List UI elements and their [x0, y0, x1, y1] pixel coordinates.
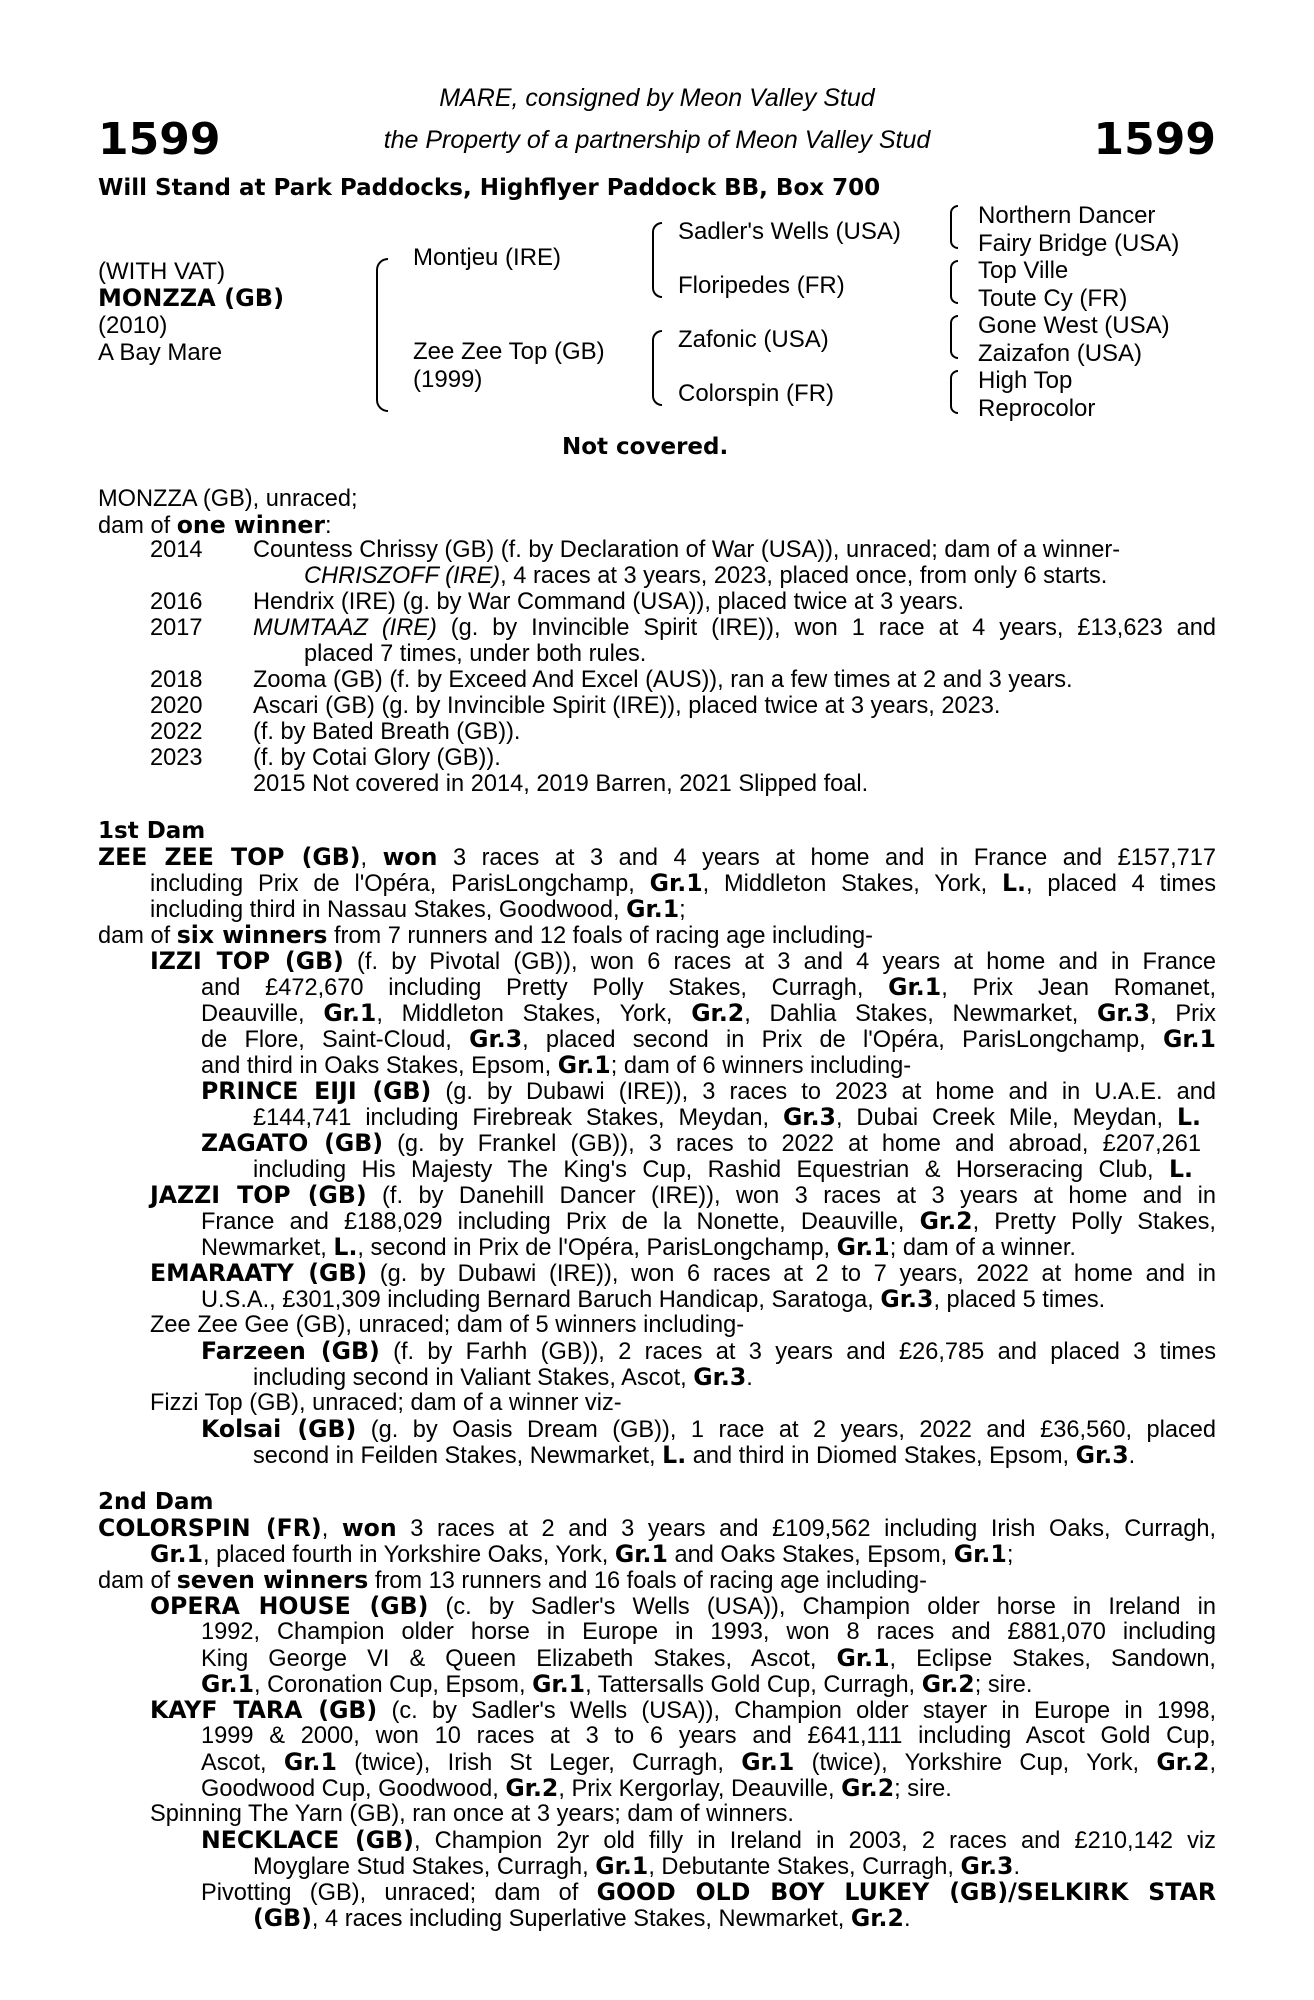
second-dam-heading: 2nd Dam: [98, 1489, 214, 1515]
second-dam-line: COLORSPIN (FR), won 3 races at 2 and 3 years and £109,562 including Irish Oaks, Curragh,: [98, 1514, 1216, 1542]
progeny-entry: Gr.1, Coronation Cup, Epsom, Gr.1, Tattersalls Gold Cup, Curragh, Gr.2; sire.: [201, 1670, 1033, 1698]
produce-2014-cont: CHRISZOFF (IRE), 4 races at 3 years, 2023, placed once, from only 6 starts.: [304, 563, 1108, 589]
progeny-entry: Deauville, Gr.1, Middleton Stakes, York, Gr.2, Dahlia Stakes, Newmarket, Gr.3, Prix: [201, 999, 1216, 1027]
progeny-entry: Ascot, Gr.1 (twice), Irish St Leger, Curragh, Gr.1 (twice), Yorkshire Cup, York, Gr.2,: [201, 1748, 1216, 1776]
horse-year: (2010): [98, 312, 168, 339]
dam-sire: Zafonic (USA): [678, 326, 829, 353]
progeny-entry: (GB), 4 races including Superlative Stakes, Newmarket, Gr.2.: [253, 1904, 911, 1932]
sire-sire: Sadler's Wells (USA): [678, 218, 901, 245]
brace-g3-4: [950, 370, 958, 414]
progeny-entry: £144,741 including Firebreak Stakes, Meydan, Gr.3, Dubai Creek Mile, Meydan, L.: [253, 1103, 1201, 1131]
brace-g3-1: [950, 205, 958, 249]
dam-dam: Colorspin (FR): [678, 380, 835, 407]
brace-gen1: [376, 258, 388, 412]
brace-g3-2: [950, 260, 958, 304]
progeny-entry: Zee Zee Gee (GB), unraced; dam of 5 winners including-: [150, 1312, 745, 1338]
first-dam-line: including Prix de l'Opéra, ParisLongchamp, Gr.1, Middleton Stakes, York, L., placed 4 times: [150, 869, 1216, 897]
gg-1: Northern Dancer: [978, 202, 1156, 229]
progeny-entry: U.S.A., £301,309 including Bernard Baruch Handicap, Saratoga, Gr.3, placed 5 times.: [201, 1285, 1106, 1313]
produce-2020: Ascari (GB) (g. by Invincible Spirit (IRE)), placed twice at 3 years, 2023.: [253, 693, 1001, 719]
progeny-entry: IZZI TOP (GB) (f. by Pivotal (GB)), won 6 races at 3 and 4 years at home and in France: [150, 947, 1216, 975]
progeny-entry: including His Majesty The King's Cup, Rashid Equestrian & Horseracing Club, L.: [253, 1155, 1193, 1183]
sire-name: Montjeu (IRE): [413, 244, 562, 271]
produce-2016: Hendrix (IRE) (g. by War Command (USA)), placed twice at 3 years.: [253, 589, 965, 615]
vat-label: (WITH VAT): [98, 258, 226, 285]
not-covered-status: Not covered.: [562, 434, 729, 460]
first-dam-line: dam of six winners from 7 runners and 12 foals of racing age including-: [98, 921, 874, 949]
gg-5: Gone West (USA): [978, 312, 1170, 339]
first-dam-heading: 1st Dam: [98, 818, 206, 844]
progeny-entry: JAZZI TOP (GB) (f. by Danehill Dancer (IRE)), won 3 races at 3 years at home and in: [150, 1181, 1216, 1209]
brace-g3-3: [950, 315, 958, 359]
progeny-entry: KAYF TARA (GB) (c. by Sadler's Wells (USA)), Champion older stayer in Europe in 1998,: [150, 1696, 1216, 1724]
produce-2014: Countess Chrissy (GB) (f. by Declaration of War (USA)), unraced; dam of a winner-: [253, 537, 1121, 563]
progeny-entry: OPERA HOUSE (GB) (c. by Sadler's Wells (USA)), Champion older horse in Ireland in: [150, 1592, 1217, 1620]
produce-year: 2016: [150, 589, 203, 615]
consignor-line: MARE, consigned by Meon Valley Stud: [439, 84, 875, 112]
progeny-entry: Farzeen (GB) (f. by Farhh (GB)), 2 races at 3 years and £26,785 and placed 3 times: [201, 1337, 1217, 1365]
brace-sire: [652, 222, 662, 298]
first-dam-line: including third in Nassau Stakes, Goodwood, Gr.1;: [150, 895, 686, 923]
gg-8: Reprocolor: [978, 395, 1096, 422]
gg-6: Zaizafon (USA): [978, 340, 1143, 367]
produce-year: 2022: [150, 719, 203, 745]
lot-number-left: 1599: [98, 114, 221, 165]
produce-intro: MONZZA (GB), unraced;: [98, 486, 358, 512]
brace-dam: [652, 330, 662, 406]
progeny-entry: ZAGATO (GB) (g. by Frankel (GB)), 3 races to 2022 at home and abroad, £207,261: [201, 1129, 1201, 1157]
produce-2017: MUMTAAZ (IRE) (g. by Invincible Spirit (IRE)), won 1 race at 4 years, £13,623 and: [253, 615, 1216, 641]
progeny-entry: EMARAATY (GB) (g. by Dubawi (IRE)), won 6 races at 2 to 7 years, 2022 at home and in: [150, 1259, 1216, 1287]
progeny-entry: NECKLACE (GB), Champion 2yr old filly in Ireland in 2003, 2 races and £210,142 viz: [201, 1826, 1216, 1854]
dam-name: Zee Zee Top (GB): [413, 338, 605, 365]
second-dam-line: dam of seven winners from 13 runners and 16 foals of racing age including-: [98, 1566, 928, 1594]
progeny-entry: Spinning The Yarn (GB), ran once at 3 years; dam of winners.: [150, 1801, 794, 1827]
sire-dam: Floripedes (FR): [678, 272, 845, 299]
progeny-entry: including second in Valiant Stakes, Ascot, Gr.3.: [253, 1363, 753, 1391]
progeny-entry: Newmarket, L., second in Prix de l'Opéra, ParisLongchamp, Gr.1; dam of a winner.: [201, 1233, 1076, 1261]
gg-3: Top Ville: [978, 257, 1069, 284]
progeny-entry: 1999 & 2000, won 10 races at 3 to 6 years and £641,111 including Ascot Gold Cup,: [201, 1723, 1216, 1749]
progeny-entry: King George VI & Queen Elizabeth Stakes, Ascot, Gr.1, Eclipse Stakes, Sandown,: [201, 1644, 1216, 1672]
produce-2017-cont: placed 7 times, under both rules.: [304, 641, 647, 667]
progeny-entry: Goodwood Cup, Goodwood, Gr.2, Prix Kergorlay, Deauville, Gr.2; sire.: [201, 1774, 952, 1802]
gg-2: Fairy Bridge (USA): [978, 230, 1180, 257]
produce-2018: Zooma (GB) (f. by Exceed And Excel (AUS)), ran a few times at 2 and 3 years.: [253, 667, 1073, 693]
produce-2023: (f. by Cotai Glory (GB)).: [253, 745, 501, 771]
produce-summary: dam of one winner:: [98, 511, 332, 539]
second-dam-line: Gr.1, placed fourth in Yorkshire Oaks, York, Gr.1 and Oaks Stakes, Epsom, Gr.1;: [150, 1540, 1014, 1568]
produce-2022: (f. by Bated Breath (GB)).: [253, 719, 521, 745]
progeny-entry: PRINCE EIJI (GB) (g. by Dubawi (IRE)), 3 races to 2023 at home and in U.A.E. and: [201, 1077, 1217, 1105]
produce-year: 2017: [150, 615, 203, 641]
progeny-entry: and third in Oaks Stakes, Epsom, Gr.1; dam of 6 winners including-: [201, 1051, 912, 1079]
horse-description: A Bay Mare: [98, 339, 223, 366]
lot-number-right: 1599: [1093, 114, 1216, 165]
progeny-entry: Moyglare Stud Stakes, Curragh, Gr.1, Debutante Stakes, Curragh, Gr.3.: [253, 1852, 1021, 1880]
gg-7: High Top: [978, 367, 1073, 394]
dam-year: (1999): [413, 366, 483, 393]
first-dam-line: ZEE ZEE TOP (GB), won 3 races at 3 and 4 years at home and in France and £157,717: [98, 843, 1216, 871]
progeny-entry: de Flore, Saint-Cloud, Gr.3, placed second in Prix de l'Opéra, ParisLongchamp, Gr.1: [201, 1025, 1216, 1053]
produce-note: 2015 Not covered in 2014, 2019 Barren, 2021 Slipped foal.: [253, 771, 869, 797]
progeny-entry: Fizzi Top (GB), unraced; dam of a winner viz-: [150, 1390, 622, 1416]
produce-year: 2023: [150, 745, 203, 771]
progeny-entry: and £472,670 including Pretty Polly Stakes, Curragh, Gr.1, Prix Jean Romanet,: [201, 973, 1216, 1001]
progeny-entry: Kolsai (GB) (g. by Oasis Dream (GB)), 1 race at 2 years, 2022 and £36,560, placed: [201, 1415, 1216, 1443]
produce-year: 2020: [150, 693, 203, 719]
progeny-entry: second in Feilden Stakes, Newmarket, L. and third in Diomed Stakes, Epsom, Gr.3.: [253, 1441, 1136, 1469]
horse-name: MONZZA (GB): [98, 284, 285, 312]
progeny-entry: 1992, Champion older horse in Europe in 1993, won 8 races and £881,070 including: [201, 1619, 1216, 1645]
gg-4: Toute Cy (FR): [978, 285, 1128, 312]
property-line: the Property of a partnership of Meon Valley Stud: [383, 126, 931, 154]
stand-location: Will Stand at Park Paddocks, Highflyer Paddock BB, Box 700: [98, 175, 881, 201]
produce-year: 2018: [150, 667, 203, 693]
progeny-entry: Pivotting (GB), unraced; dam of GOOD OLD BOY LUKEY (GB)/SELKIRK STAR: [201, 1878, 1216, 1906]
progeny-entry: France and £188,029 including Prix de la Nonette, Deauville, Gr.2, Pretty Polly Stakes,: [201, 1207, 1216, 1235]
produce-year: 2014: [150, 537, 203, 563]
